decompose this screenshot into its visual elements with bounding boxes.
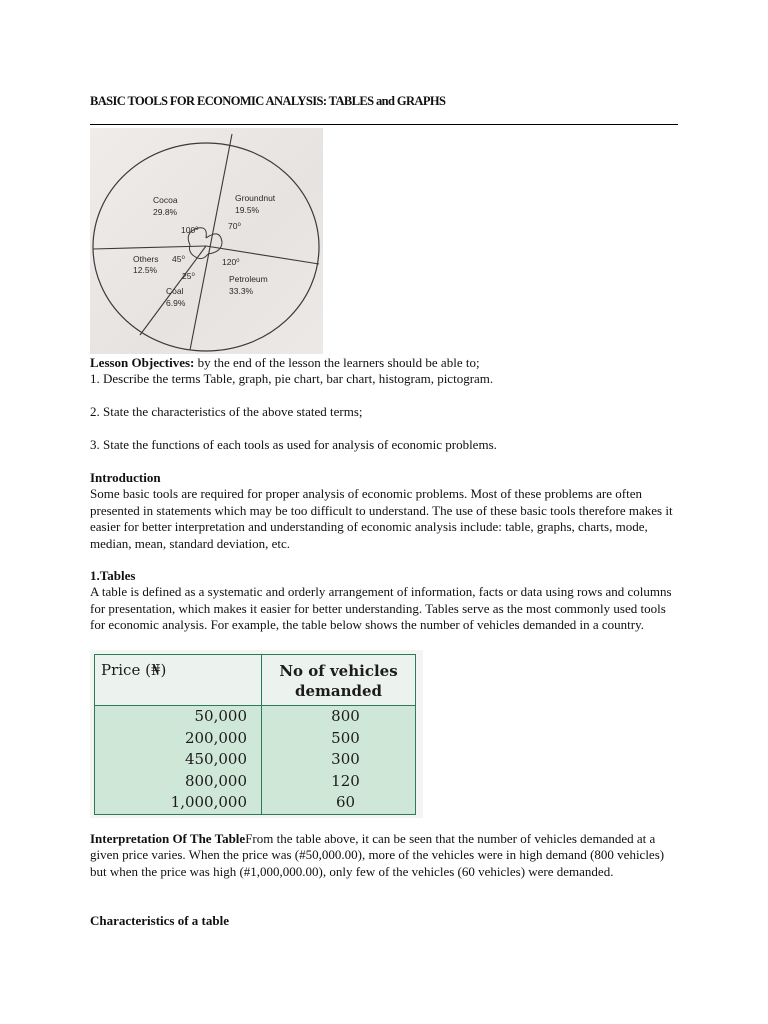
table-row: [95, 749, 416, 771]
objective-item: 2. State the characteristics of the above stated terms;: [90, 404, 363, 419]
lesson-objectives-intro: [90, 355, 678, 371]
vehicle-table-image: [90, 650, 423, 818]
lesson-objectives-lead: by the end of the lesson the learners should be able to;: [194, 355, 480, 370]
pie-divider-main: [190, 134, 232, 350]
objective-item: 3. State the functions of each tools as used for analysis of economic problems.: [90, 437, 497, 452]
slice-percent-others: 12.5%: [133, 265, 158, 275]
slice-percent-petroleum: 33.3%: [229, 286, 254, 296]
objective-item-block: [90, 437, 678, 453]
cell-price: 450,000: [95, 749, 262, 771]
cell-vehicles: 60: [262, 792, 416, 814]
introduction-section: [90, 470, 678, 552]
slice-label-cocoa: Cocoa: [153, 195, 178, 205]
tables-body: A table is defined as a systematic and orderly arrangement of information, facts or data using rows and columns for presentation, which makes it easier for better understanding. Tables serve as the most commonly used tools for economic analysis. For example, the table below shows the number of vehicles demanded in a country.: [90, 584, 672, 633]
header-vehicles: No of vehicles demanded: [262, 655, 416, 706]
introduction-body: Some basic tools are required for proper analysis of economic problems. Most of these problems are often presented in statements which may be too difficult to understand. The use of these basic tools therefore makes it easier for better interpretation and understanding of economic analysis include: table, graphs, charts, mode, median, mean, standard deviation, etc.: [90, 486, 673, 551]
slice-percent-groundnut: 19.5%: [235, 205, 260, 215]
characteristics-section: [90, 913, 678, 929]
slice-angle-others: 45⁰: [172, 254, 185, 264]
cell-vehicles: 300: [262, 749, 416, 771]
slice-percent-cocoa: 29.8%: [153, 207, 178, 217]
table-row: [95, 771, 416, 793]
interpretation-section: [90, 831, 678, 880]
slice-angle-petroleum: 120⁰: [222, 257, 240, 267]
cell-price: 200,000: [95, 728, 262, 750]
slice-label-groundnut: Groundnut: [235, 193, 276, 203]
interpretation-heading: Interpretation Of The Table: [90, 831, 246, 846]
table-row: [95, 728, 416, 750]
pie-angle-arc: [206, 234, 222, 254]
slice-label-coal: Coal: [166, 286, 184, 296]
slice-label-others: Others: [133, 254, 159, 264]
lesson-objectives-heading: Lesson Objectives:: [90, 355, 195, 370]
table-row: [95, 706, 416, 728]
cell-vehicles: 500: [262, 728, 416, 750]
title-divider: [90, 124, 678, 125]
tables-section: [90, 568, 678, 634]
header-price: Price (₦): [95, 655, 262, 706]
cell-price: 50,000: [95, 706, 262, 728]
introduction-heading: Introduction: [90, 470, 161, 485]
pie-chart-image: [90, 128, 323, 354]
slice-percent-coal: 6.9%: [166, 298, 186, 308]
vehicle-demand-table: [94, 654, 416, 815]
characteristics-heading: Characteristics of a table: [90, 913, 229, 928]
cell-price: 800,000: [95, 771, 262, 793]
pie-angle-arc: [194, 254, 208, 259]
slice-angle-groundnut: 70⁰: [228, 221, 241, 231]
slice-label-petroleum: Petroleum: [229, 274, 268, 284]
table-header-row: [95, 655, 416, 706]
pie-outline: [93, 143, 319, 351]
interpretation-body: From the table above, it can be seen that the number of vehicles demanded at a given price varies. When the price was (#50,000.00), more of the vehicles were in high demand (800 vehicles) but when the price was high (#1,000,000.00), only few of the vehicles (60 vehicles) were demanded.: [90, 831, 665, 879]
objective-item: 1. Describe the terms Table, graph, pie chart, bar chart, histogram, pictogram.: [90, 371, 494, 387]
lesson-objectives: [90, 355, 678, 388]
tables-heading: 1.Tables: [90, 568, 136, 583]
objective-item-block: [90, 404, 678, 420]
slice-angle-coal: 25⁰: [182, 271, 195, 281]
interpretation-paragraph: [90, 831, 678, 880]
cell-vehicles: 800: [262, 706, 416, 728]
table-row: [95, 792, 416, 814]
cell-vehicles: 120: [262, 771, 416, 793]
pie-chart: [90, 128, 323, 354]
document-title: BASIC TOOLS FOR ECONOMIC ANALYSIS: TABLES and GRAPHS: [90, 94, 446, 108]
cell-price: 1,000,000: [95, 792, 262, 814]
slice-angle-cocoa: 100⁰: [181, 225, 199, 235]
